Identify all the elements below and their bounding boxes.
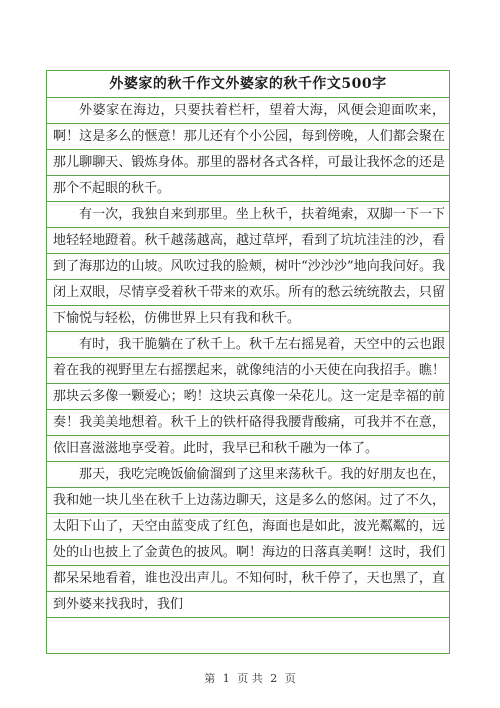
paragraph-1: 外婆家在海边，只要扶着栏杆，望着大海，风便会迎面吹来，啊！这是多么的惬意！那儿还有个小公园，每到傍晚，人们都会聚在那儿聊聊天、锻炼身体。那里的器材各式各样，可最让我怀念的还是那个不起眼的秋千。 <box>47 98 449 202</box>
footer-middle: 页 共 <box>237 672 263 685</box>
page-footer <box>0 670 500 686</box>
total-page-count: 2 <box>270 672 278 685</box>
essay-sheet <box>46 70 450 654</box>
current-page-number: 1 <box>222 672 230 685</box>
paragraph-2: 有一次，我独自来到那里。坐上秋千，扶着绳索，双脚一下一下地轻轻地蹬着。秋千越荡越高，越过草坪，看到了坑坑洼洼的沙，看到了海那边的山坡。风吹过我的脸颊，树叶“沙沙沙”地向我问好。我闭上双眼，尽情享受着秋千带来的欢乐。所有的愁云统统散去，只留下愉悦与轻松，仿佛世界上只有我和秋千。 <box>47 202 449 332</box>
paragraph-4: 那天，我吃完晚饭偷偷溜到了这里来荡秋千。我的好朋友也在，我和她一块儿坐在秋千上边荡边聊天，这是多么的悠闲。过了不久，太阳下山了，天空由蓝变成了红色，海面也是如此，波光粼粼的，远处的山也披上了金黄色的披风。啊！海边的日落真美啊！这时，我们都呆呆地看着，谁也没出声儿。不知何时，秋千停了，天也黑了，直到外婆来找我时，我们 <box>47 462 449 618</box>
essay-title: 外婆家的秋千作文外婆家的秋千作文500字 <box>47 71 449 98</box>
footer-suffix: 页 <box>284 672 296 685</box>
footer-prefix: 第 <box>204 672 216 685</box>
paragraph-3: 有时，我干脆躺在了秋千上。秋千左右摇晃着，天空中的云也跟着在我的视野里左右摇摆起来，就像纯洁的小天使在向我招手。瞧！那块云多像一颗爱心；哟！这块云真像一朵花儿。这一定是幸福的前奏！我美美地想着。秋千上的铁杆硌得我腰背酸痛，可我并不在意，依旧喜滋滋地享受着。此时，我早已和秋千融为一体了。 <box>47 332 449 462</box>
